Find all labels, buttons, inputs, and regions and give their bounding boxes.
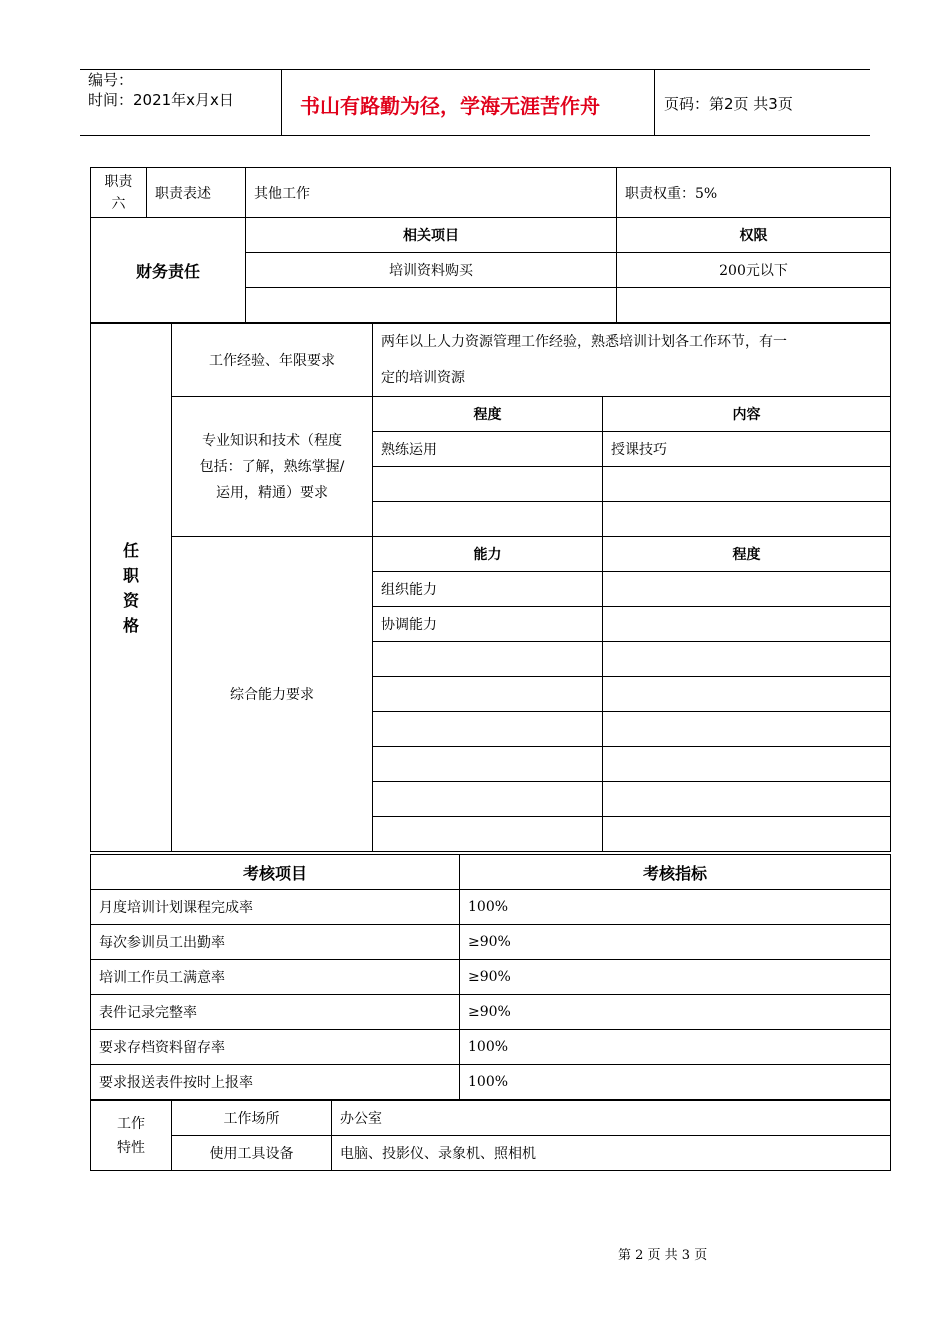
- assessment-col-indicator: 考核指标: [460, 855, 891, 890]
- knowledge-level-cell: [373, 467, 603, 502]
- work-features-table: [90, 1100, 891, 1171]
- knowledge-col-level: 程度: [373, 397, 603, 432]
- assessment-indicator-cell: 100%: [460, 1065, 891, 1100]
- duty-weight: 职责权重：5%: [617, 168, 891, 218]
- knowledge-level-cell: [373, 502, 603, 537]
- ability-cell: [373, 677, 603, 712]
- page-indicator: 页码：第2页 共3页: [664, 95, 793, 113]
- assessment-indicator-cell: ≥90%: [460, 925, 891, 960]
- finance-responsibility-label: 财务责任: [91, 218, 246, 323]
- ability-label: 综合能力要求: [172, 537, 373, 852]
- experience-value: [373, 324, 891, 397]
- work-features-label-line: 工作: [117, 1115, 145, 1132]
- qualification-label-char: 任: [122, 540, 139, 560]
- ability-level-cell: [603, 817, 891, 852]
- work-place-value: 办公室: [332, 1101, 891, 1136]
- ability-cell: [373, 712, 603, 747]
- tools-value: 电脑、投影仪、录象机、照相机: [332, 1136, 891, 1171]
- assessment-row: [91, 960, 891, 995]
- finance-authority-cell: 200元以下: [617, 253, 891, 288]
- assessment-item-cell: 表件记录完整率: [91, 995, 460, 1030]
- finance-col-item: 相关项目: [246, 218, 617, 253]
- duty-number-line1: 职责: [104, 173, 133, 190]
- ability-cell: [373, 642, 603, 677]
- assessment-table: [90, 854, 891, 1100]
- ability-level-cell: [603, 782, 891, 817]
- duty-number-cell: [91, 168, 147, 218]
- qualification-label-char: 格: [122, 615, 139, 635]
- assessment-indicator-cell: 100%: [460, 1030, 891, 1065]
- finance-item-cell: 培训资料购买: [246, 253, 617, 288]
- experience-value-line: 定的培训资源: [381, 370, 465, 386]
- ability-cell: 协调能力: [373, 607, 603, 642]
- ability-level-cell: [603, 572, 891, 607]
- assessment-indicator-cell: 100%: [460, 890, 891, 925]
- ability-cell: [373, 817, 603, 852]
- ability-cell: [373, 782, 603, 817]
- ability-cell: [373, 747, 603, 782]
- knowledge-label: [172, 397, 373, 537]
- ability-level-cell: [603, 642, 891, 677]
- knowledge-content-cell: [603, 502, 891, 537]
- experience-value-line: 两年以上人力资源管理工作经验，熟悉培训计划各工作环节，有一: [381, 334, 787, 350]
- finance-item-cell: [246, 288, 617, 323]
- assessment-indicator-cell: ≥90%: [460, 960, 891, 995]
- knowledge-content-cell: [603, 467, 891, 502]
- qualification-label: [91, 324, 172, 852]
- assessment-item-cell: 要求报送表件按时上报率: [91, 1065, 460, 1100]
- assessment-row: [91, 1030, 891, 1065]
- ability-level-cell: [603, 677, 891, 712]
- qualification-table: [90, 323, 891, 852]
- work-place-label: 工作场所: [172, 1101, 332, 1136]
- qualification-label-char: 资: [122, 590, 139, 610]
- ability-col-ability: 能力: [373, 537, 603, 572]
- ability-cell: 组织能力: [373, 572, 603, 607]
- assessment-row: [91, 1065, 891, 1100]
- header-slogan: 书山有路勤为径，学海无涯苦作舟: [300, 94, 600, 118]
- ability-level-cell: [603, 712, 891, 747]
- assessment-indicator-cell: ≥90%: [460, 995, 891, 1030]
- finance-authority-cell: [617, 288, 891, 323]
- document-number-label: 编号：: [88, 71, 134, 89]
- work-features-label-line: 特性: [117, 1139, 145, 1156]
- assessment-row: [91, 890, 891, 925]
- assessment-row: [91, 995, 891, 1030]
- tools-label: 使用工具设备: [172, 1136, 332, 1171]
- knowledge-col-content: 内容: [603, 397, 891, 432]
- knowledge-label-line: 专业知识和技术（程度: [202, 432, 342, 449]
- duty-number-line2: 六: [111, 195, 126, 212]
- finance-col-authority: 权限: [617, 218, 891, 253]
- knowledge-content-cell: 授课技巧: [603, 432, 891, 467]
- duty-finance-table: [90, 167, 891, 323]
- work-features-label: [91, 1101, 172, 1171]
- ability-col-level: 程度: [603, 537, 891, 572]
- duty-desc-label: 职责表述: [147, 168, 246, 218]
- assessment-item-cell: 要求存档资料留存率: [91, 1030, 460, 1065]
- assessment-item-cell: 培训工作员工满意率: [91, 960, 460, 995]
- page-footer: 第 2 页 共 3 页: [618, 1248, 708, 1263]
- duty-desc-value: 其他工作: [246, 168, 617, 218]
- assessment-item-cell: 月度培训计划课程完成率: [91, 890, 460, 925]
- ability-level-cell: [603, 747, 891, 782]
- experience-label: 工作经验、年限要求: [172, 324, 373, 397]
- knowledge-label-line: 包括：了解，熟练掌握/: [199, 458, 345, 475]
- document-time-label: 时间：2021年x月x日: [88, 91, 234, 109]
- qualification-label-char: 职: [122, 565, 139, 585]
- ability-level-cell: [603, 607, 891, 642]
- assessment-col-item: 考核项目: [91, 855, 460, 890]
- knowledge-label-line: 运用，精通）要求: [216, 484, 328, 501]
- knowledge-level-cell: 熟练运用: [373, 432, 603, 467]
- assessment-item-cell: 每次参训员工出勤率: [91, 925, 460, 960]
- assessment-row: [91, 925, 891, 960]
